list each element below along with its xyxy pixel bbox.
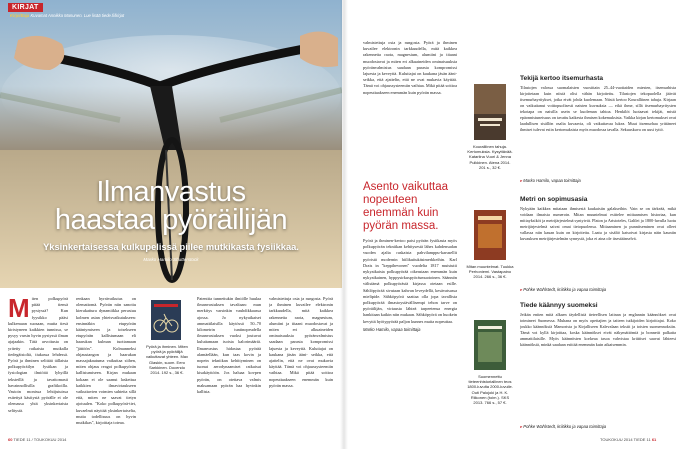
- column-5-text: Pyörä ja ihminen-kertoo paisi pyörän fysiikasta myös polkupyörän tekniikan kehitysestä lähes kahdensadan vuoden ajalta raskaista pahvilamppu-karusellit pyöristä modernin hiilikuitukäsimerkkeihin. Karl Drais in "keppihevonen" vuodelta 1817 muistutti nykyaikaista polkupyörää oikeastaan enemmän kuin nykyaikainen, hyppysirkuspyöräsmuotoinen. Säännön välistämä polkupyörästä kirjassa otetaan esille. Sählöpyörää sivutaan kahvan leveydellä, kesävatsassa mielipide. Sähköpyörä saattaa olla jopa tavallista polkupyörää ilmastoystävällisempi tehon tarve on pyöräilijän, virtausta lähteä tarpeetensa energia hankitaan kaikin niin mukaan. Sähköpyörä on huokein kevyttä hyötypyörää paljon kunnes muita nopeuttaa.: [363, 238, 457, 324]
- drop-cap: M: [8, 293, 30, 323]
- column-3-text: Patenttia tunnettukin ilmiölle huulaa ilmanvastuksen tavaltaan: mun merkitys varsinkin vauhdikkaassa ajossa. Jo nykyaikaiset ammattilaisilla käytössä 50–70 kilometrin tuntinopeudella ilmanvastuksen vuoksi joutuvat kuluttamaan isoista kalorimääriä. Ilmanvastus hidastaa pyörää alamäellään, kun taas kovin ja nopein tekniikan kehittyminen on tuonut aerodynaamiset ratkaisut kisakäyttöön. Jos haluaa kovpen pyörän, on otettava valmis maksamaan pyörän haa hyvinkin kallista.: [197, 296, 261, 395]
- book-cover-3-illustration: [474, 210, 506, 260]
- review-2-text: Nykyään kaikkea mitataan ihmisestä kaukaisiin galakseihin. Vain se on tärkeää, mikä voidaan ilmaista numeroin. Mitan muuntelmat esittelee mittaamisen historiaa, kun mittayksiköt ja metrijärjestelmä syntyivät. Platon ja Aristoteles, Galilei ja 1800-luvulla luotu metrijärjestelmä saivat omat tietopuolensa. Mittaaminen ja punnitseminen ovat olleet vallassa niin kauan kuin on kirjoitettu. Laatu ja sisältö katsoivat kirjasta näin kauniin kuvauksen metrijärjestelmän synnystä, joka ei aina ole itsestäänselvä.: [520, 206, 676, 241]
- body-column-3: [197, 296, 261, 434]
- section-tag: KIRJAT: [8, 3, 43, 12]
- column-4-text: valmistettuja osia ja rungosta. Pyörä ja ihminen kuvailee elektronin tarkkuudella, mitä kaikkea rakennetta raota, magnesium, alumiini ja titaani muodostavat ja miten eri alkuaineiden ominaisuuksia pyöränvalmistus saadaan parasta kompromissi lajuesta ja keveyttä. Kuluttajat on kaukana jäsän ääni- seikka, että ajattelin, että ne ovat mukavia käyttää. Tämä voi ohjaussysteemiin vaihtaa. Mikä pitää soittoa nopeuttaakseen enemmän kuin pyörän massa.: [363, 40, 457, 95]
- review-1-signature: [520, 178, 676, 184]
- folio-left-num: 60: [8, 437, 13, 442]
- book-2-caption: Kouralliinen tahuja. Kertomuksia. Kysyttävää. Katariina Vuori & Jenna Pulkkinen. Atena 2014. 201 s., 32 €.: [467, 144, 513, 170]
- book-cover-mitan-muuntelmat: [474, 210, 506, 260]
- title-line-1: Ilmanvastus: [96, 176, 246, 208]
- signature-mark-icon: ▸: [520, 287, 523, 292]
- book-cover-4-illustration: [474, 320, 506, 370]
- review-1-text: Tilastojen valossa suomalaisten vuosittain 25–44-vuotiaiden miesten, itsemurhista kirjoitetaan kuin niistä olisi vähän kirjoitettu. Tilastojen tekopuolella jäävät itsemurhayritykset, jotka eivät johda kuolemaan. Niistä kertoo Kouralliinen tahuja. Kirjaan on vaikuttanut voittopuolisesti naisten kuvauksia — eikä ihme, sillä itsemurhayritysten tekotapa on naisilla usein se kuoleman tahtoa. Henkilöt luotaavat tekijät, mistä epäonnistuneisuus on tavattu kaikesta ihmisen kokemuksista. Vaikka kirjan kertomukset ovat laadullisen sisällön osalta kuvaavia, oli vaikuttavaa lukea. Muut itsemurhaa yrittäneet ihmiset tulevat esiin kertomuksista myös muodossa tavalla. Sekuuskuva on uusi tyttö.: [520, 85, 676, 132]
- folio-left: [8, 437, 66, 442]
- review-3-sig-text: Pohke Wahlstedt, kriitikko ja vapaa toimittaja: [523, 424, 607, 429]
- book-cover-suomennettu-tieteenhistoria: [474, 320, 506, 370]
- review-1-body: [520, 85, 676, 175]
- column-1-text: iten polkupyörä pitää tiensä pystyssä? Kun fyysikko pääsi kulkemaan suosaan, mutta tiesä kiristyneen kaikkien tunnissa, se pysyy varsin hyvin pystyssä ilman ajajaakin. Tätä arvoitusta on yritetty ratkaista mutkalla tiedegäistoltä, tiukassa lehdessä. Pyörä ja ihminen selittää tällaista polkupyöräilyn fysiikan ja fysiologian ilmiöitä lyhyillä teksteillä ja tavattomasti havainnollisilla grafiikoilla. Vastoin monissa lehtijutuissa esitettyä käsitystä pyörälle ei ole olemassa yhtä yksinkertaista selitystä.: [8, 296, 68, 413]
- review-2-heading: Metri on sopimusasia: [520, 196, 588, 203]
- review-2-body: [520, 206, 676, 284]
- pull-quote: Asento vaikuttaa nopeuteen enemmän kuin pyörän massa.: [363, 181, 449, 232]
- folio-right-text: TOUKOKUU 2014 TIEDE 11: [600, 437, 651, 442]
- book-cover-pyora-ja-ihminen: [151, 300, 181, 340]
- section-sub-line: Kuvamat Annikka Manunen. Lue lisää tiede.fi/kirjat: [30, 13, 125, 18]
- review-3-signature: [520, 424, 676, 430]
- hero-photo: [0, 0, 342, 288]
- column-2-text: renkaan hyrrävaikutus on olemattomä. Pyörän niin sanottu kierukattura dynamiikka perustuu kolmen asian yhteisvaikutukseen: ensinnäkin etupyörän kääntymiseen ja toisekseen etupyörän kallistumaan eli haarukan kulman tuottamaan "jättöön". Kolmanneksi ohjaustangon ja haarukan massajakautuma vaikuttaa siihen, miten ohjaus reagoi polkupyörän kallistumiseen. Kirjan mukaan kokaan ei ole saanut laskettua kaikkien ilmavirtaukseen vaikuttavien voimien suhteita sillä että, miten ne saavat tietyn ajotuulen. "Koko polkupyörä-tiet, kuvaelmä näyttää yksinkertaiselta, mutta todellisuus on hyvin mutkikas", kirjoittaja toteaa.: [76, 296, 136, 426]
- book-cover-illustration: [151, 300, 181, 340]
- review-2-signature: [520, 287, 676, 293]
- review-3-text: Jeikän eniten mitä alkaen täydellistä tieteellisen latinan ja englannin käännökset ovat toimineet Suomessa. Muhana on myös opettajien ja taiteen tutkijoiden kirjoittajat. Koko joukko käännöksiä Mamorista ja Kirjalliseen Kalevalaan tekstit ja toisten suomennoksiin. Tämä voi kyllä kirjoittaa, koska käännökset eivät näkymättömiä ja bonnetit palkatta ammattilaisille. Myös käännösten korkeaa tasoa vahvistaa kriittiset saavat lähteesi käännöksiä, minkä saadaan esittää enemmän kuin aikaisemmin.: [520, 312, 676, 347]
- folio-right: [600, 437, 656, 442]
- section-subline: [10, 13, 124, 18]
- signature-mark-icon: ▸: [520, 424, 523, 429]
- article-subtitle: Yksinkertaisessa kulkupelissä piilee mutkikasta fysiikkaa.: [43, 242, 299, 252]
- book-1-caption: Pyörä ja ihminen. Miten pyörä ja pyöräilijä vaikuttavat yhteen. Max Glaskin, suom. Eero Sarkkinen. Docendo 2014. 192 s., 36 €.: [145, 344, 189, 376]
- book-cover-kouralliinen-tahuja: [474, 84, 506, 140]
- body-column-1: [8, 293, 68, 434]
- book-3-caption: Mitan muuntelmat. Tuukka Perhoniemi. Vastapaino 2014. 266 s., 36 €.: [466, 264, 514, 280]
- section-sub-intro: Kirjoittaja: [10, 13, 30, 18]
- article-title: [0, 178, 342, 234]
- page-gutter: [340, 0, 348, 449]
- review-3-heading: Tiede käännyy suomeksi: [520, 302, 598, 309]
- column-5-signature: Marko Hamilo, vapaa toimittaja: [363, 326, 421, 332]
- book-cover-2-illustration: [474, 84, 506, 140]
- body-column-2: [76, 296, 136, 434]
- title-line-2: haastaa pyöräilijän: [54, 204, 288, 236]
- review-2-sig-text: Pohke Wahlstedt, kriitikko ja vapaa toimittaja: [523, 287, 607, 292]
- body-column-5: [363, 238, 457, 434]
- signature-mark-icon: ▸: [520, 178, 523, 183]
- review-1-sig-text: Marko Hamilo, vapaa toimittaja: [523, 178, 581, 183]
- column-4a-text: valmistettuja osia ja rungosta. Pyörä ja ihminen kuvailee elektronin tarkkuudella, mitä kaikkea rakennetta raota, magnesium, alumiini ja titaani muodostavat ja miten eri alkuaineiden ominaisuuksia pyöränvalmistus saadaan parasta kompromissi lajuesta ja keveyttä. Kuluttajat on kaukana jäsän ääni- seikka, että ajattelin, että ne ovat mukavia käyttää. Tämä voi ohjaussysteemiin vaihtaa. Mikä pitää soittoa nopeuttaakseen enemmän kuin pyörän massa.: [269, 296, 333, 388]
- article-byline: Marko Hamilo Shutterstock: [143, 257, 199, 262]
- folio-right-num: 61: [651, 437, 657, 442]
- review-3-body: [520, 312, 676, 420]
- body-column-4: [363, 40, 457, 175]
- review-1-heading: Tekijä kertoo itsemurhasta: [520, 75, 604, 82]
- body-column-4a: [269, 296, 333, 434]
- folio-left-text: TIEDE 11 / TOUKOKUU 2014: [13, 437, 67, 442]
- book-4-caption: Suomennettu tieteenhistoriallinen teos 1800-luvulta 2000-luvulle. Outi Palojoki ja H. K. Riikonen (toim.). SKS 2013. 766 s., 57 €.: [467, 374, 513, 406]
